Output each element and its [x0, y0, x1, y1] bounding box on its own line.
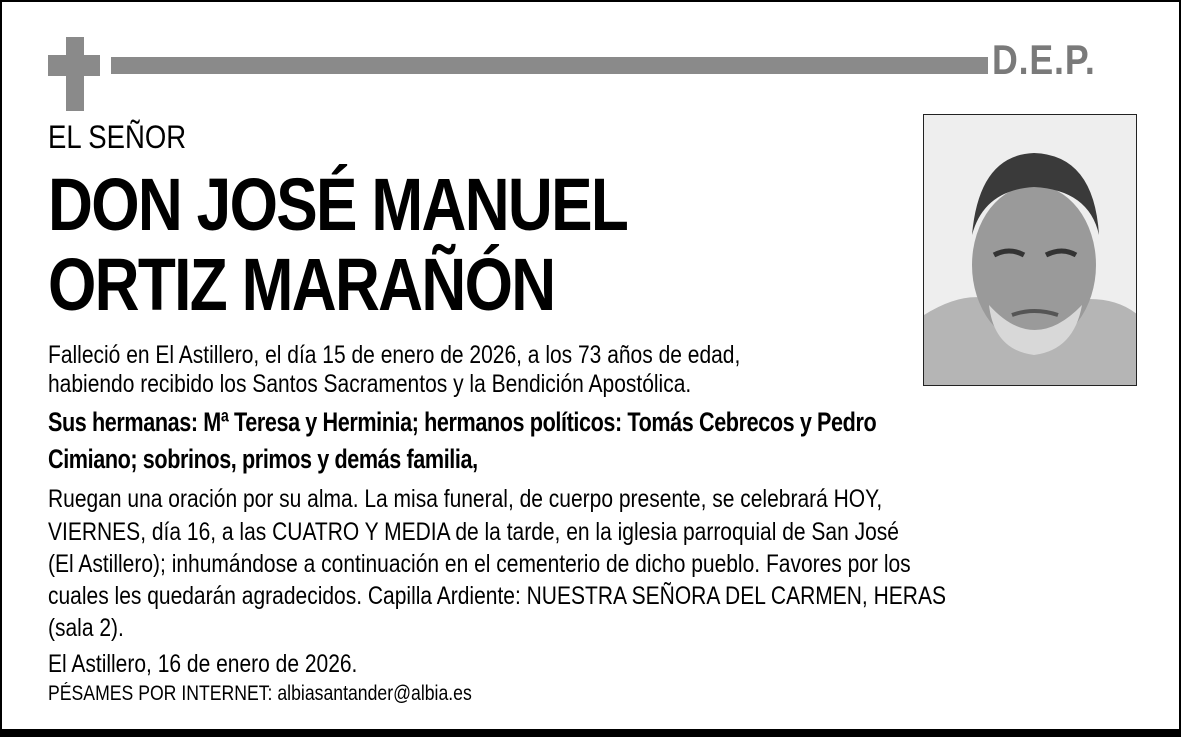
ceremony-line: VIERNES, día 16, a las CUATRO Y MEDIA de la tarde, en la iglesia parroquial de San José [48, 518, 899, 546]
death-notice-line: Falleció en El Astillero, el día 15 de enero de 2026, a los 73 años de edad, [48, 341, 741, 369]
ceremony-line: (El Astillero); inhumándose a continuación en el cementerio de dicho pueblo. Favores por los [48, 550, 911, 578]
condolences-line [48, 682, 472, 706]
header-rule [111, 57, 988, 74]
title-label: EL SEÑOR [48, 119, 187, 155]
date-place: El Astillero, 16 de enero de 2026. [48, 650, 358, 678]
ceremony-line: (sala 2). [48, 614, 124, 642]
deceased-name-line-1: DON JOSÉ MANUEL [48, 163, 628, 246]
ceremony-line: Ruegan una oración por su alma. La misa funeral, de cuerpo presente, se celebrará HOY, [48, 485, 883, 513]
deceased-photo [923, 114, 1137, 386]
ceremony-line: cuales les quedarán agradecidos. Capilla Ardiente: NUESTRA SEÑORA DEL CARMEN, HERAS [48, 582, 946, 610]
family-line: Cimiano; sobrinos, primos y demás familia, [48, 444, 478, 474]
condolences-email[interactable]: albiasantander@albia.es [277, 682, 472, 705]
dep-label: D.E.P. [992, 36, 1096, 83]
cross-icon-arm [48, 55, 100, 76]
condolences-label: PÉSAMES POR INTERNET: [48, 682, 273, 705]
family-line: Sus hermanas: Mª Teresa y Herminia; hermanos políticos: Tomás Cebrecos y Pedro [48, 407, 877, 437]
death-notice-line: habiendo recibido los Santos Sacramentos y la Bendición Apostólica. [48, 370, 692, 398]
deceased-name-line-2: ORTIZ MARAÑÓN [48, 243, 555, 326]
bottom-border [2, 729, 1179, 737]
